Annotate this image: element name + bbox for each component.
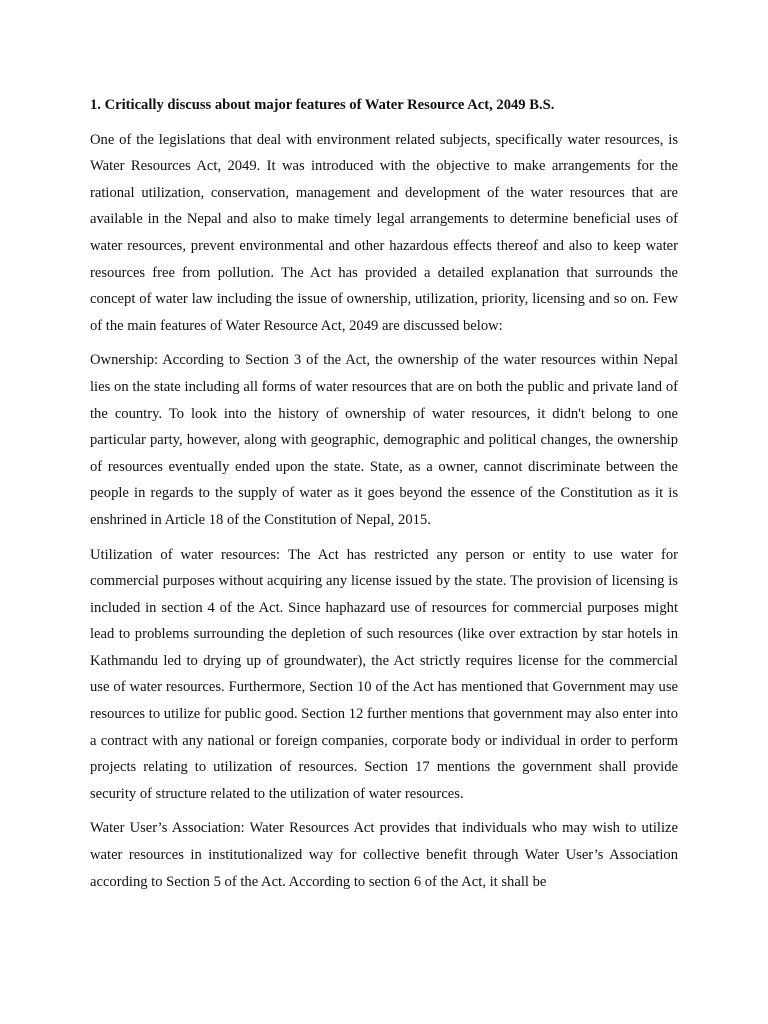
water-users-association-paragraph: Water User’s Association: Water Resources Act provides that individuals who may wish to utilize water resources in institutionalized way for collective benefit through Water User’s Association according to Section 5 of the Act. According to section 6 of the Act, it shall be bbox=[90, 820, 678, 890]
document-body bbox=[90, 92, 678, 903]
ownership-paragraph: Ownership: According to Section 3 of the Act, the ownership of the water resources within Nepal lies on the state including all forms of water resources that are on both the public and private land of the country. To look into the history of ownership of water resources, it didn't belong to one particular party, however, along with geographic, demographic and political changes, the ownership of resources eventually ended upon the state. State, as a owner, cannot discriminate between the people in regards to the supply of water as it goes beyond the essence of the Constitution as it is enshrined in Article 18 of the Constitution of Nepal, 2015. bbox=[90, 352, 678, 528]
question-heading: 1. Critically discuss about major features of Water Resource Act, 2049 B.S. bbox=[90, 97, 555, 113]
utilization-paragraph: Utilization of water resources: The Act has restricted any person or entity to use water for commercial purposes without acquiring any license issued by the state. The provision of licensing is included in section 4 of the Act. Since haphazard use of resources for commercial purposes might lead to problems surrounding the depletion of such resources (like over extraction by star hotels in Kathmandu led to drying up of groundwater), the Act strictly requires license for the commercial use of water resources. Furthermore, Section 10 of the Act has mentioned that Government may use resources to utilize for public good. Section 12 further mentions that government may also enter into a contract with any national or foreign companies, corporate body or individual in order to perform projects relating to utilization of resources. Section 17 mentions the government shall provide security of structure related to the utilization of water resources. bbox=[90, 546, 678, 802]
intro-paragraph: One of the legislations that deal with environment related subjects, specifically water resources, is Water Resources Act, 2049. It was introduced with the objective to make arrangements for the rational utilization, conservation, management and development of the water resources that are available in the Nepal and also to make timely legal arrangements to determine beneficial uses of water resources, prevent environmental and other hazardous effects thereof and also to keep water resources free from pollution. The Act has provided a detailed explanation that surrounds the concept of water law including the issue of ownership, utilization, priority, licensing and so on. Few of the main features of Water Resource Act, 2049 are discussed below: bbox=[90, 131, 678, 334]
